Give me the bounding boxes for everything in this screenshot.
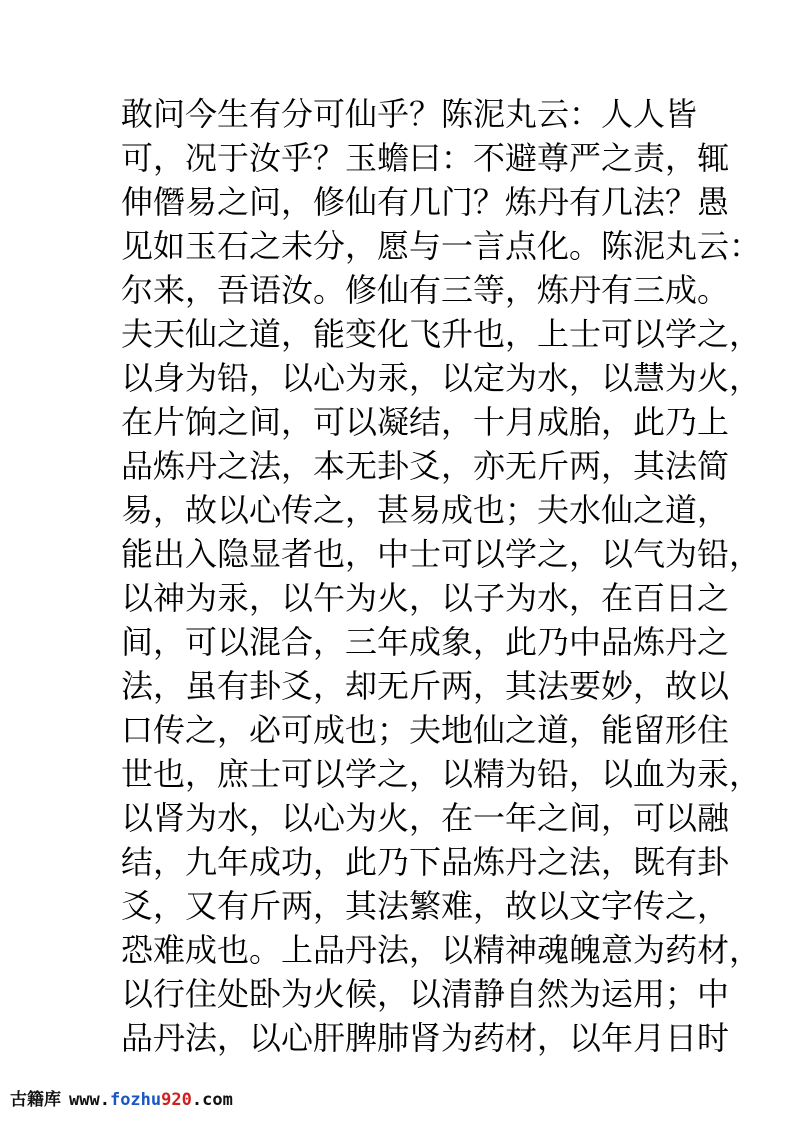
url-fozhu: fozhu	[109, 1090, 162, 1110]
text-line: 易，故以心传之，甚易成也；夫水仙之道，	[121, 491, 730, 529]
url-prefix: www.	[69, 1090, 110, 1110]
text-line: 能出入隐显者也，中士可以学之，以气为铅，	[121, 535, 762, 573]
text-line: 尔来，吾语汝。修仙有三等，炼丹有三成。	[121, 271, 730, 309]
text-line: 见如玉石之未分，愿与一言点化。陈泥丸云：	[121, 227, 762, 265]
text-line: 口传之，必可成也；夫地仙之道，能留形住	[121, 711, 730, 749]
site-url	[69, 1090, 233, 1110]
footer-watermark	[10, 1088, 233, 1112]
text-line: 以身为铅，以心为汞，以定为水，以慧为火，	[121, 359, 762, 397]
site-name: 古籍库	[10, 1090, 61, 1110]
text-line: 在片饷之间，可以凝结，十月成胎，此乃上	[121, 403, 730, 441]
text-line: 以行住处卧为火候，以清静自然为运用；中	[121, 975, 730, 1013]
text-line: 间，可以混合，三年成象，此乃中品炼丹之	[121, 623, 730, 661]
text-line: 夫天仙之道，能变化飞升也，上士可以学之，	[121, 315, 762, 353]
text-line: 恐难成也。上品丹法，以精神魂魄意为药材，	[121, 931, 762, 969]
text-line: 结，九年成功，此乃下品炼丹之法，既有卦	[121, 843, 730, 881]
text-line: 法，虽有卦爻，却无斤两，其法要妙，故以	[121, 667, 730, 705]
text-line: 以肾为水，以心为火，在一年之间，可以融	[121, 799, 730, 837]
text-line: 以神为汞，以午为火，以子为水，在百日之	[121, 579, 730, 617]
text-line: 品丹法，以心肝脾肺肾为药材，以年月日时	[121, 1019, 730, 1057]
text-line: 品炼丹之法，本无卦爻，亦无斤两，其法简	[121, 447, 730, 485]
body-text	[121, 92, 762, 1060]
text-line: 伸僭易之问，修仙有几门？炼丹有几法？愚	[121, 183, 730, 221]
text-line: 世也，庶士可以学之，以精为铅，以血为汞，	[121, 755, 762, 793]
url-suffix: .com	[191, 1090, 233, 1110]
text-line: 敢问今生有分可仙乎？陈泥丸云：人人皆	[121, 95, 698, 133]
url-digits: 920	[161, 1090, 192, 1110]
text-line: 可，况于汝乎？玉蟾曰：不避尊严之责，辄	[121, 139, 730, 177]
text-line: 爻，又有斤两，其法繁难，故以文字传之，	[121, 887, 730, 925]
